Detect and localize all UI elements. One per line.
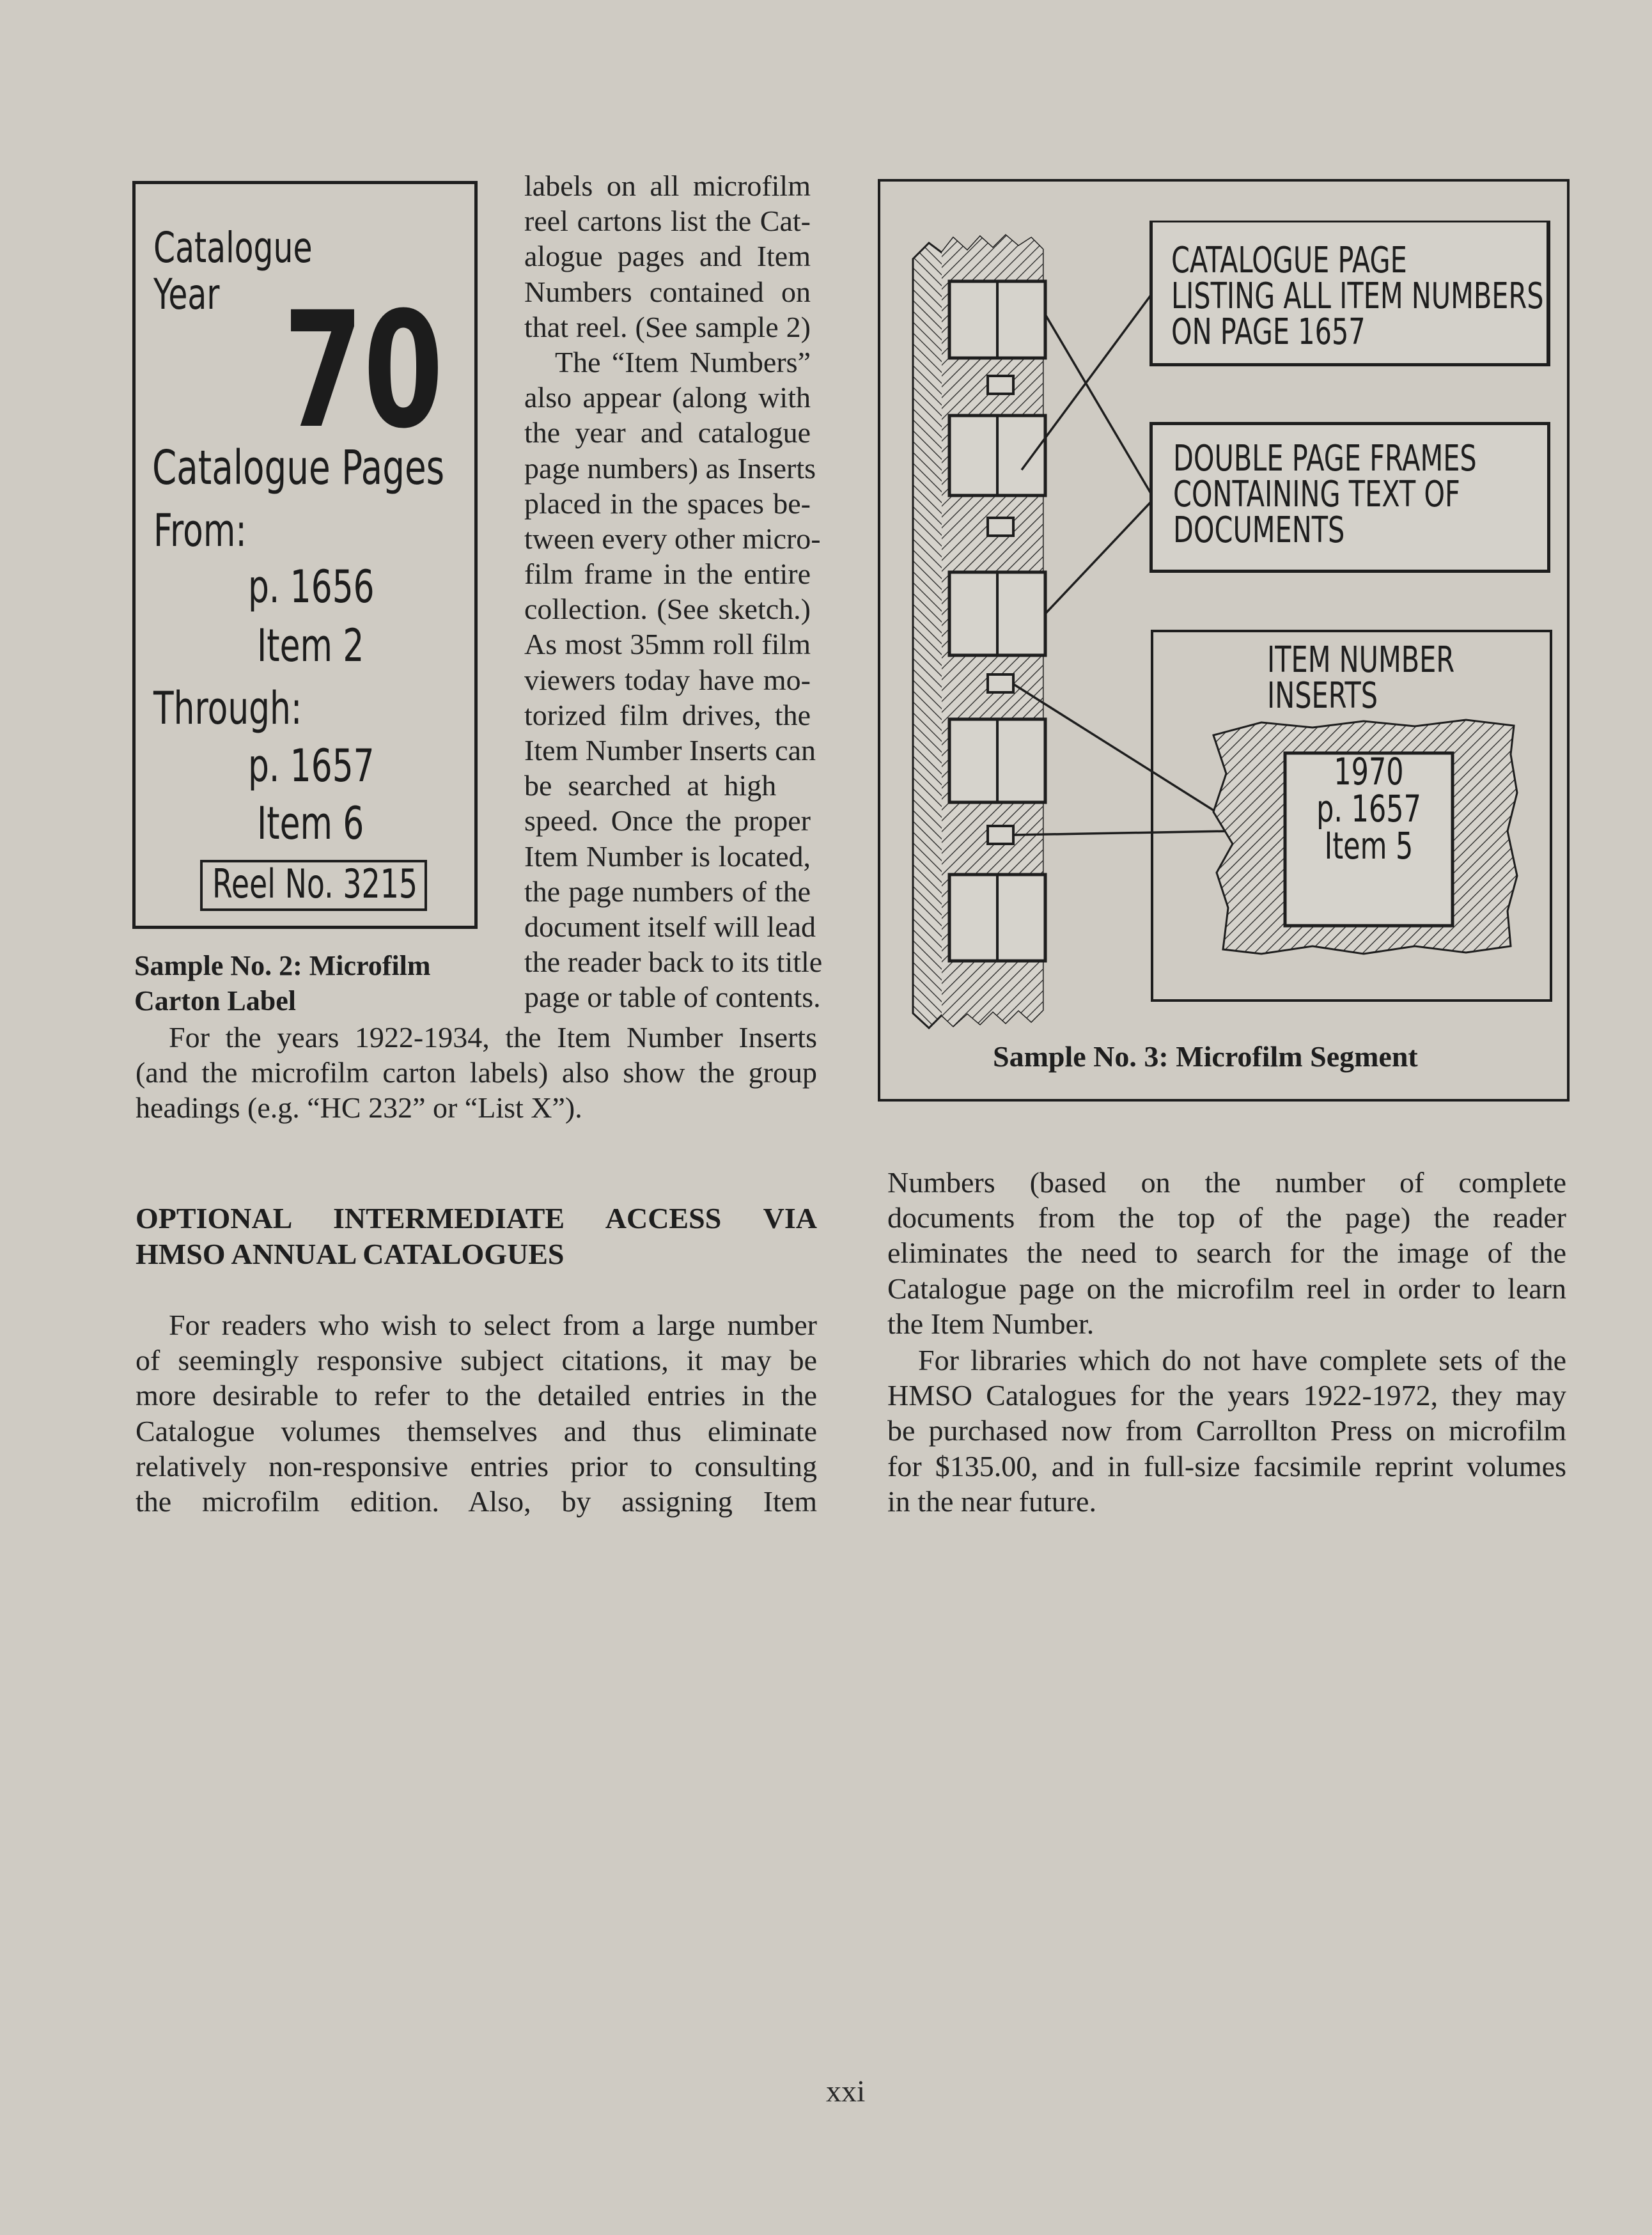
text-line: page or table of contents. xyxy=(524,981,821,1014)
paragraph-readers xyxy=(136,1307,817,1519)
text-line: film frame in the entire xyxy=(524,557,811,591)
text-line: For readers who wish to select from a large number xyxy=(169,1309,817,1341)
text-line: The “Item Numbers” xyxy=(555,345,811,378)
text-line: the Item Number. xyxy=(887,1307,1095,1340)
text-line: be purchased now from Carrollton Press on microfilm xyxy=(887,1414,1566,1447)
heading-line: OPTIONAL INTERMEDIATE ACCESS VIA xyxy=(136,1202,817,1234)
text-line: torized film drives, the xyxy=(524,698,811,731)
callout-line: DOUBLE PAGE FRAMES xyxy=(1173,438,1477,479)
label-reel: Reel No. 3215 xyxy=(212,861,418,907)
label-year: Year xyxy=(153,270,220,319)
text-line: For libraries which do not have complete sets of the xyxy=(918,1344,1566,1376)
callout-line: ON PAGE 1657 xyxy=(1171,311,1366,353)
callout-line: LISTING ALL ITEM NUMBERS xyxy=(1171,276,1544,317)
text-line: relatively non-responsive entries prior to consulting xyxy=(136,1449,817,1483)
text-line: viewers today have mo- xyxy=(524,663,811,696)
callout-double-page-frames-text xyxy=(1173,438,1477,551)
label-catalogue: Catalogue xyxy=(153,223,313,272)
text-line: the reader back to its title xyxy=(524,946,823,979)
label-year-value: 70 xyxy=(283,277,444,463)
label-from-item: Item 2 xyxy=(257,619,364,672)
text-line: Item Number Inserts can xyxy=(524,734,816,767)
callout-catalogue-page-text xyxy=(1171,240,1544,353)
text-line: (and the microfilm carton labels) also show the group xyxy=(136,1056,817,1089)
text-line: labels on all microfilm xyxy=(524,169,811,202)
text-line: documents from the top of the page) the reader xyxy=(887,1201,1566,1234)
callout-line: ITEM NUMBER xyxy=(1267,639,1455,681)
text-line: collection. (See sketch.) xyxy=(524,593,811,626)
narrow-column xyxy=(524,168,823,1015)
text-line: be searched at high xyxy=(524,769,777,802)
text-line: As most 35mm roll film xyxy=(524,628,811,661)
callout-item-number-inserts-text xyxy=(1267,639,1455,717)
caption-line: Carton Label xyxy=(134,985,296,1017)
paragraph-numbers xyxy=(887,1165,1566,1341)
text-line: Catalogue page on the microfilm reel in order to learn xyxy=(887,1272,1566,1305)
section-heading xyxy=(136,1201,817,1272)
text-line: more desirable to refer to the detailed entries in the xyxy=(136,1379,817,1412)
text-line: placed in the spaces be- xyxy=(524,487,811,520)
callout-line: CONTAINING TEXT OF xyxy=(1173,474,1460,515)
paragraph-libraries xyxy=(887,1343,1566,1519)
insert-line: Item 5 xyxy=(1324,824,1414,868)
callout-line: CATALOGUE PAGE xyxy=(1171,240,1407,281)
text-line: that reel. (See sample 2) xyxy=(524,310,811,343)
text-line: the microfilm edition. Also, by assigning Item xyxy=(136,1484,817,1518)
insert-line: 1970 xyxy=(1334,750,1404,793)
text-line: Numbers (based on the number of complete xyxy=(887,1166,1566,1199)
text-line: page numbers) as Inserts xyxy=(524,451,816,485)
insert-closeup-text xyxy=(1285,750,1453,868)
text-line: speed. Once the proper xyxy=(524,804,811,837)
label-through-page: p. 1657 xyxy=(248,740,375,792)
caption-sample-3: Sample No. 3: Microfilm Segment xyxy=(993,1040,1418,1073)
text-line: in the near future. xyxy=(887,1484,1096,1518)
text-line: also appear (along with xyxy=(524,381,811,414)
label-through-item: Item 6 xyxy=(257,797,364,850)
text-line: tween every other micro- xyxy=(524,522,821,555)
text-line: alogue pages and Item xyxy=(524,240,811,273)
text-line: the year and catalogue xyxy=(524,416,811,449)
insert-line: p. 1657 xyxy=(1316,787,1421,830)
label-pages-heading: Catalogue Pages xyxy=(152,440,445,495)
text-line: for $135.00, and in full-size facsimile reprint volumes xyxy=(887,1449,1566,1483)
label-from: From: xyxy=(153,504,247,557)
text-line: eliminates the need to search for the image of the xyxy=(887,1236,1566,1270)
text-line: of seemingly responsive subject citations, it may be xyxy=(136,1344,817,1377)
text-line: reel cartons list the Cat- xyxy=(524,205,811,238)
text-line: Catalogue volumes themselves and thus eliminate xyxy=(136,1414,817,1447)
text-line: headings (e.g. “HC 232” or “List X”). xyxy=(136,1091,582,1125)
label-from-page: p. 1656 xyxy=(248,561,375,613)
caption-sample-2 xyxy=(134,948,492,1018)
text-line: Item Number is located, xyxy=(524,839,811,873)
text-line: document itself will lead xyxy=(524,910,816,943)
caption-line: Sample No. 2: Microfilm xyxy=(134,950,431,981)
callout-line: INSERTS xyxy=(1267,675,1378,717)
page-number: xxi xyxy=(826,2075,866,2108)
text-line: HMSO Catalogues for the years 1922-1972, they may xyxy=(887,1379,1566,1412)
paragraph-1922 xyxy=(136,1020,817,1126)
label-through: Through: xyxy=(153,682,302,735)
text-line: Numbers contained on xyxy=(524,275,811,308)
callout-line: DOCUMENTS xyxy=(1173,510,1345,551)
heading-line: HMSO ANNUAL CATALOGUES xyxy=(136,1238,565,1270)
text-line: the page numbers of the xyxy=(524,875,811,908)
text-line: For the years 1922-1934, the Item Number Inserts xyxy=(169,1021,817,1054)
